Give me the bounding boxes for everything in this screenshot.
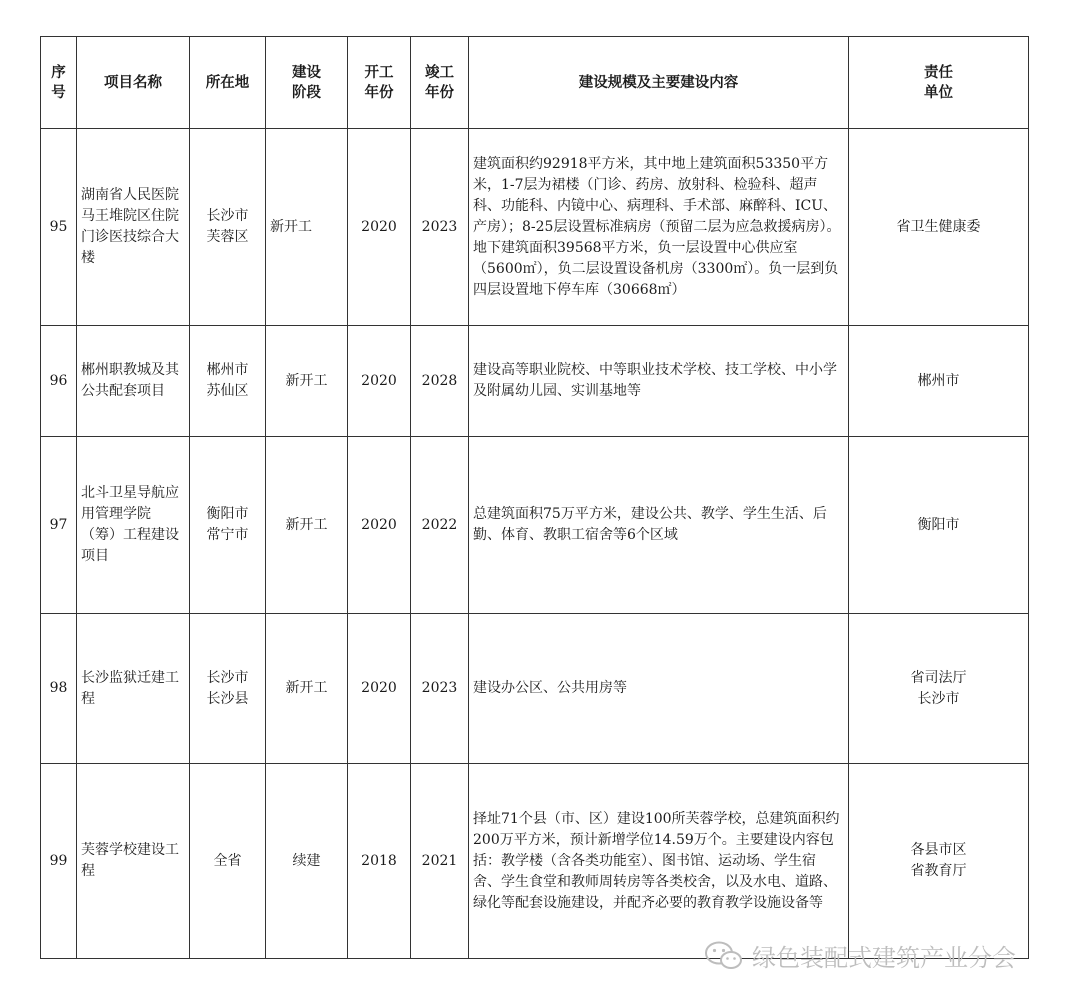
table-row bbox=[41, 326, 1029, 437]
row-seq: 98 bbox=[41, 614, 77, 764]
row-unit: 省卫生健康委 bbox=[849, 129, 1029, 326]
watermark bbox=[704, 938, 1016, 973]
row-location: 全省 bbox=[190, 764, 266, 959]
row-stage: 续建 bbox=[266, 764, 348, 959]
row-finish: 2028 bbox=[411, 326, 469, 437]
row-content: 择址71个县（市、区）建设100所芙蓉学校，总建筑面积约200万平方米，预计新增学位14.59万个。主要建设内容包括：教学楼（含各类功能室）、图书馆、运动场、学生宿舍、学生食堂和教师周转房等各类校舍，以及水电、道路、绿化等配套设施建设，并配齐必要的教育教学设施设备等 bbox=[469, 764, 849, 959]
watermark-text: 绿色装配式建筑产业分会 bbox=[752, 944, 1016, 972]
row-seq: 96 bbox=[41, 326, 77, 437]
row-stage: 新开工 bbox=[266, 437, 348, 614]
header-stage: 建设 阶段 bbox=[266, 37, 348, 129]
row-unit: 省司法厅 长沙市 bbox=[849, 614, 1029, 764]
header-content: 建设规模及主要建设内容 bbox=[469, 37, 849, 129]
project-table bbox=[40, 36, 1029, 959]
row-content: 建设高等职业院校、中等职业技术学校、技工学校、中小学及附属幼儿园、实训基地等 bbox=[469, 326, 849, 437]
wechat-icon bbox=[704, 940, 744, 972]
header-start: 开工 年份 bbox=[348, 37, 411, 129]
row-start: 2018 bbox=[348, 764, 411, 959]
table-row bbox=[41, 764, 1029, 959]
header-finish: 竣工 年份 bbox=[411, 37, 469, 129]
row-finish: 2022 bbox=[411, 437, 469, 614]
row-unit: 衡阳市 bbox=[849, 437, 1029, 614]
row-name: 芙蓉学校建设工程 bbox=[77, 764, 190, 959]
table-row bbox=[41, 614, 1029, 764]
row-name: 长沙监狱迁建工程 bbox=[77, 614, 190, 764]
row-start: 2020 bbox=[348, 326, 411, 437]
header-name: 项目名称 bbox=[77, 37, 190, 129]
row-start: 2020 bbox=[348, 614, 411, 764]
row-content: 建筑面积约92918平方米，其中地上建筑面积53350平方米，1-7层为裙楼（门诊、药房、放射科、检验科、超声科、功能科、内镜中心、病理科、手术部、麻醉科、ICU、产房）；8-25层设置标准病房（预留二层为应急救援病房）。地下建筑面积39568平方米，负一层设置中心供应室（5600㎡），负二层设置设备机房（3300㎡）。负一层到负四层设置地下停车库（30668㎡） bbox=[469, 129, 849, 326]
row-name: 北斗卫星导航应用管理学院（筹）工程建设项目 bbox=[77, 437, 190, 614]
header-row bbox=[41, 37, 1029, 129]
row-finish: 2023 bbox=[411, 614, 469, 764]
row-seq: 95 bbox=[41, 129, 77, 326]
table-row bbox=[41, 129, 1029, 326]
row-stage: 新开工 bbox=[266, 129, 348, 326]
row-start: 2020 bbox=[348, 129, 411, 326]
row-location: 郴州市 苏仙区 bbox=[190, 326, 266, 437]
header-seq: 序 号 bbox=[41, 37, 77, 129]
table-row bbox=[41, 437, 1029, 614]
row-content: 建设办公区、公共用房等 bbox=[469, 614, 849, 764]
row-start: 2020 bbox=[348, 437, 411, 614]
row-unit: 各县市区 省教育厅 bbox=[849, 764, 1029, 959]
row-name: 郴州职教城及其公共配套项目 bbox=[77, 326, 190, 437]
header-unit: 责任 单位 bbox=[849, 37, 1029, 129]
header-location: 所在地 bbox=[190, 37, 266, 129]
row-location: 长沙市 芙蓉区 bbox=[190, 129, 266, 326]
row-unit: 郴州市 bbox=[849, 326, 1029, 437]
row-location: 长沙市 长沙县 bbox=[190, 614, 266, 764]
row-seq: 99 bbox=[41, 764, 77, 959]
row-stage: 新开工 bbox=[266, 614, 348, 764]
row-stage: 新开工 bbox=[266, 326, 348, 437]
row-location: 衡阳市 常宁市 bbox=[190, 437, 266, 614]
row-seq: 97 bbox=[41, 437, 77, 614]
row-finish: 2023 bbox=[411, 129, 469, 326]
row-finish: 2021 bbox=[411, 764, 469, 959]
row-content: 总建筑面积75万平方米，建设公共、教学、学生生活、后勤、体育、教职工宿舍等6个区域 bbox=[469, 437, 849, 614]
row-name: 湖南省人民医院马王堆院区住院门诊医技综合大楼 bbox=[77, 129, 190, 326]
